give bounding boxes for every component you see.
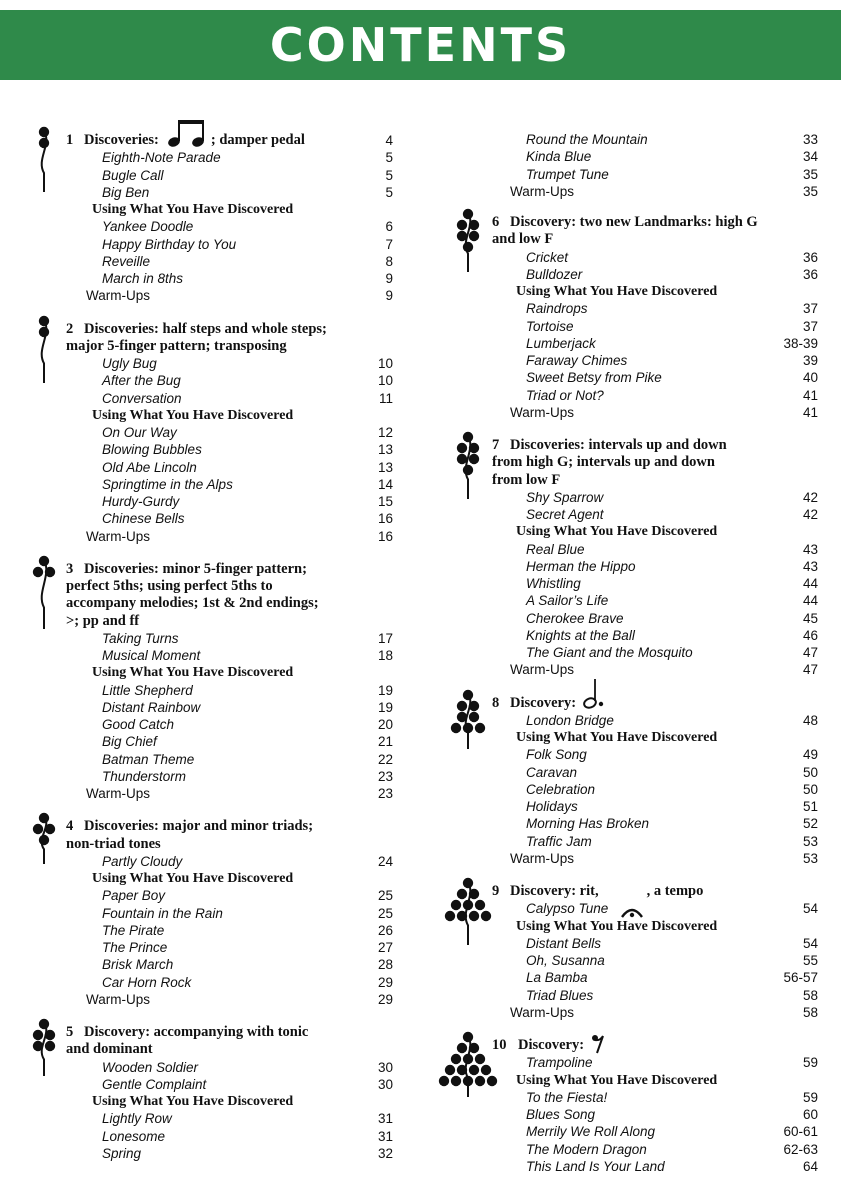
piece-title: Folk Song (526, 747, 587, 763)
piece-title: Triad Blues (526, 987, 594, 1003)
page-number: 56-57 (783, 970, 818, 986)
page-number: 58 (802, 1004, 818, 1020)
page-number: 46 (802, 627, 818, 643)
using-heading: Using What You Have Discovered (92, 871, 294, 886)
chapter-title: Discovery: (510, 694, 577, 711)
piece-title: Cricket (526, 249, 569, 265)
page-number: 31 (377, 1111, 393, 1127)
piece-title: Holidays (526, 799, 578, 814)
piece-title: Big Chief (102, 734, 157, 750)
page-number: 5 (385, 184, 393, 200)
page-number: 5 (385, 150, 393, 166)
page-number: 16 (377, 528, 393, 544)
page-number: 33 (802, 132, 818, 147)
piece-title: Little Shepherd (102, 682, 193, 698)
page-title: CONTENTS (269, 18, 572, 72)
page-number: 58 (802, 987, 818, 1003)
page-number: 39 (802, 353, 818, 368)
piece-title: Cherokee Brave (526, 610, 624, 626)
using-heading: Using What You Have Discovered (516, 730, 718, 745)
piece-title: After the Bug (102, 373, 181, 389)
piece-title: Yankee Doodle (102, 219, 194, 235)
page-number: 26 (377, 922, 393, 938)
chapter-title: perfect 5ths; using perfect 5ths to (66, 578, 273, 594)
page-number: 7 (385, 236, 393, 252)
warm-ups: Warm-Ups (510, 850, 574, 866)
warm-ups: Warm-Ups (510, 404, 574, 420)
piece-title: Bulldozer (526, 266, 583, 282)
piece-title: Raindrops (526, 301, 588, 317)
page-number: 19 (377, 699, 393, 715)
piece-title: Hurdy-Gurdy (102, 494, 180, 509)
piece-title: Morning Has Broken (526, 816, 650, 832)
page-number: 13 (377, 442, 393, 458)
page-number: 35 (802, 183, 818, 199)
page-number: 49 (802, 747, 818, 763)
piece-title: Spring (102, 1145, 142, 1161)
chapter-number: 2 (66, 320, 74, 337)
page-number: 60 (802, 1107, 818, 1122)
chapter-title: Discovery: accompanying with tonic (84, 1024, 309, 1040)
warm-ups: Warm-Ups (86, 786, 150, 801)
piece-title: Eighth-Note Parade (102, 150, 221, 166)
page-number: 27 (377, 940, 393, 955)
page-number: 36 (802, 249, 818, 265)
page-number: 43 (802, 558, 818, 574)
page-number: 45 (802, 610, 818, 626)
chapter-title: and dominant (66, 1041, 153, 1058)
chapter-number: 5 (66, 1024, 74, 1040)
piece-title: Trumpet Tune (526, 166, 609, 182)
page-number: 9 (385, 271, 393, 286)
piece-title: Partly Cloudy (102, 853, 183, 869)
leaf-tree-10-icon (438, 1029, 498, 1099)
piece-title: Wooden Soldier (102, 1059, 199, 1075)
piece-title: Blues Song (526, 1107, 596, 1122)
page-number: 47 (802, 645, 818, 660)
piece-title: Blowing Bubbles (102, 442, 202, 458)
piece-title: Lightly Row (102, 1111, 172, 1127)
page-number: 42 (802, 507, 818, 522)
piece-title: Lumberjack (526, 335, 596, 351)
page-number: 54 (802, 935, 818, 951)
page-number: 14 (377, 476, 393, 492)
page-number: 18 (377, 648, 393, 663)
piece-title: Merrily We Roll Along (526, 1124, 656, 1140)
page-number: 37 (802, 318, 818, 334)
page-number: 40 (802, 370, 818, 386)
page-number: 41 (802, 387, 818, 403)
chapter-number: 6 (492, 214, 500, 230)
page-number: 48 (802, 712, 818, 728)
piece-title: Real Blue (526, 541, 585, 557)
piece-title: Gentle Complaint (102, 1076, 207, 1092)
page-number: 19 (377, 682, 393, 698)
chapter-title: , a tempo (646, 883, 704, 899)
page-number: 50 (802, 781, 818, 797)
leaf-sprig-2-icon (14, 313, 74, 385)
piece-title: Brisk March (102, 957, 174, 973)
piece-title: Ugly Bug (102, 356, 157, 371)
piece-title: Musical Moment (102, 648, 201, 663)
page-number: 28 (377, 957, 393, 973)
page-number: 53 (802, 850, 818, 866)
page-number: 53 (802, 833, 818, 849)
page-number: 62-63 (783, 1141, 818, 1157)
page-number: 50 (802, 764, 818, 780)
piece-title: Secret Agent (526, 507, 604, 522)
piece-title: London Bridge (526, 712, 614, 728)
chapter-number: 9 (492, 883, 500, 899)
page-number: 64 (802, 1158, 818, 1174)
leaf-tree-9-icon (438, 875, 498, 947)
piece-title: Old Abe Lincoln (102, 459, 197, 475)
using-heading: Using What You Have Discovered (516, 524, 718, 540)
page-number: 8 (385, 253, 393, 269)
piece-title: Knights at the Ball (526, 627, 635, 643)
page-number: 29 (377, 974, 393, 990)
piece-title: Springtime in the Alps (102, 476, 233, 492)
chapter-title: Discovery: (518, 1037, 585, 1053)
chapter-title: Discoveries: half steps and whole steps; (84, 320, 327, 337)
page-number: 44 (802, 593, 818, 609)
chapter-title: from high G; intervals up and down (492, 454, 715, 471)
piece-title: Car Horn Rock (102, 974, 192, 990)
piece-title: Faraway Chimes (526, 353, 628, 368)
piece-title: Lonesome (102, 1128, 166, 1144)
piece-title: To the Fiesta! (526, 1089, 608, 1105)
page-number: 13 (377, 459, 393, 475)
page-number: 41 (802, 404, 818, 420)
page-number: 59 (802, 1089, 818, 1105)
chapter-title: Discovery: two new Landmarks: high G (510, 214, 758, 230)
page-number: 9 (385, 288, 393, 304)
page-number: 32 (377, 1145, 393, 1161)
contents-banner (0, 10, 841, 80)
page-number: 22 (377, 751, 393, 767)
page-number: 59 (802, 1055, 818, 1071)
page-number: 16 (377, 511, 393, 527)
piece-title: Whistling (526, 576, 581, 591)
page-number: 15 (377, 494, 393, 509)
chapter-title: ; damper pedal (210, 132, 305, 148)
piece-title: Good Catch (102, 717, 175, 732)
chapter-title: accompany melodies; 1st & 2nd endings; (66, 595, 319, 612)
piece-title: On Our Way (102, 425, 177, 440)
leaf-sprig-4-icon (14, 810, 74, 866)
chapter-title: from low F (492, 471, 561, 488)
piece-title: The Modern Dragon (526, 1141, 647, 1157)
using-heading: Using What You Have Discovered (92, 665, 294, 681)
page-number: 17 (377, 630, 393, 646)
piece-title: Herman the Hippo (526, 558, 636, 574)
piece-title: This Land Is Your Land (526, 1158, 665, 1174)
page-number: 52 (802, 816, 818, 832)
page-number: 30 (377, 1076, 393, 1092)
page-number: 44 (802, 576, 818, 591)
piece-title: Traffic Jam (526, 833, 592, 849)
page-number: 10 (377, 356, 393, 371)
chapter-title: Discoveries: (84, 132, 159, 148)
page-number: 43 (802, 541, 818, 557)
piece-title: Thunderstorm (102, 768, 187, 784)
page-number: 51 (802, 799, 818, 814)
page-number: 5 (385, 167, 393, 183)
chapter-title: Discovery: rit, (510, 883, 599, 899)
page-number: 35 (802, 166, 818, 182)
using-heading: Using What You Have Discovered (92, 407, 294, 423)
page-number: 4 (385, 133, 393, 148)
eighth-rest-icon (590, 1033, 606, 1055)
page-number: 31 (377, 1128, 393, 1144)
piece-title: Shy Sparrow (526, 489, 604, 505)
warm-ups: Warm-Ups (510, 662, 574, 678)
leaf-tree-8-icon (438, 687, 498, 751)
chapter-title: >; pp and ff (66, 612, 140, 629)
leaf-sprig-3-icon (14, 553, 74, 631)
using-heading: Using What You Have Discovered (92, 202, 294, 217)
piece-title: Batman Theme (102, 751, 195, 767)
piece-title: Big Ben (102, 184, 150, 200)
piece-title: Conversation (102, 390, 182, 406)
chapter-number: 10 (492, 1037, 507, 1053)
piece-title: Round the Mountain (526, 132, 648, 147)
chapter-number: 1 (66, 132, 74, 148)
chapter-title: major 5-finger pattern; transposing (66, 337, 287, 354)
page-number: 60-61 (783, 1124, 818, 1140)
chapter-title: Discoveries: major and minor triads; (84, 818, 314, 835)
leaf-tree-7-icon (438, 429, 498, 501)
chapter-title: Discoveries: intervals up and down (510, 437, 727, 453)
page-number: 25 (377, 905, 393, 921)
warm-ups: Warm-Ups (86, 991, 150, 1007)
piece-title: Sweet Betsy from Pike (526, 370, 662, 386)
chapter-title: and low F (492, 231, 554, 248)
page-number: 24 (377, 853, 393, 869)
page-number: 38-39 (783, 335, 818, 351)
piece-title: Distant Rainbow (102, 699, 201, 715)
piece-title: Calypso Tune (526, 901, 609, 917)
page-number: 29 (377, 991, 393, 1007)
page-number: 23 (377, 786, 393, 801)
piece-title: Trampoline (526, 1055, 593, 1071)
leaf-sprig-1-icon (14, 124, 74, 194)
piece-title: The Prince (102, 940, 168, 955)
using-heading: Using What You Have Discovered (516, 1072, 718, 1088)
using-heading: Using What You Have Discovered (516, 918, 718, 934)
page-number: 6 (385, 219, 393, 235)
piece-title: Triad or Not? (526, 387, 604, 403)
piece-title: The Giant and the Mosquito (526, 645, 693, 660)
page-number: 55 (802, 953, 818, 968)
page-number: 42 (802, 489, 818, 505)
chapter-number: 3 (66, 560, 74, 577)
piece-title: The Pirate (102, 922, 165, 938)
warm-ups: Warm-Ups (86, 288, 150, 304)
chapter-number: 7 (492, 437, 500, 453)
warm-ups: Warm-Ups (86, 528, 150, 544)
piece-title: Distant Bells (526, 935, 602, 951)
page-number: 23 (377, 768, 393, 784)
warm-ups: Warm-Ups (510, 1004, 574, 1020)
page-number: 34 (802, 149, 818, 165)
using-heading: Using What You Have Discovered (516, 284, 718, 299)
piece-title: Chinese Bells (102, 511, 185, 527)
piece-title: La Bamba (526, 970, 588, 986)
piece-title: Taking Turns (102, 630, 179, 646)
piece-title: Paper Boy (102, 888, 166, 904)
piece-title: Tortoise (526, 318, 574, 334)
piece-title: A Sailor’s Life (526, 593, 609, 609)
chapter-number: 4 (66, 818, 74, 835)
page-number: 21 (377, 734, 393, 750)
page-number: 10 (377, 373, 393, 389)
page-number: 20 (377, 717, 393, 732)
piece-title: Caravan (526, 764, 578, 780)
chapter-title: Discoveries: minor 5-finger pattern; (84, 560, 307, 577)
leaf-tree-6-icon (438, 206, 498, 274)
chapter-number: 8 (492, 694, 500, 711)
piece-title: Celebration (526, 781, 596, 797)
page-number: 25 (377, 888, 393, 904)
page-number: 11 (378, 390, 393, 406)
page-number: 54 (802, 901, 818, 917)
dotted-half-note-icon (582, 677, 606, 709)
page-number: 12 (377, 425, 393, 440)
piece-title: Happy Birthday to You (102, 236, 237, 252)
piece-title: Oh, Susanna (526, 953, 605, 968)
piece-title: Fountain in the Rain (102, 905, 223, 921)
warm-ups: Warm-Ups (510, 183, 574, 199)
chapter-title: non-triad tones (66, 835, 161, 852)
piece-title: March in 8ths (102, 271, 184, 286)
leaf-sprig-5-icon (14, 1016, 74, 1078)
piece-title: Bugle Call (102, 167, 164, 183)
page-number: 37 (802, 301, 818, 317)
page-number: 30 (377, 1059, 393, 1075)
piece-title: Kinda Blue (526, 149, 592, 165)
piece-title: Reveille (102, 253, 151, 269)
page-number: 47 (802, 662, 818, 678)
eighth-notes-icon (165, 118, 211, 148)
using-heading: Using What You Have Discovered (92, 1094, 294, 1109)
page-number: 36 (802, 266, 818, 282)
